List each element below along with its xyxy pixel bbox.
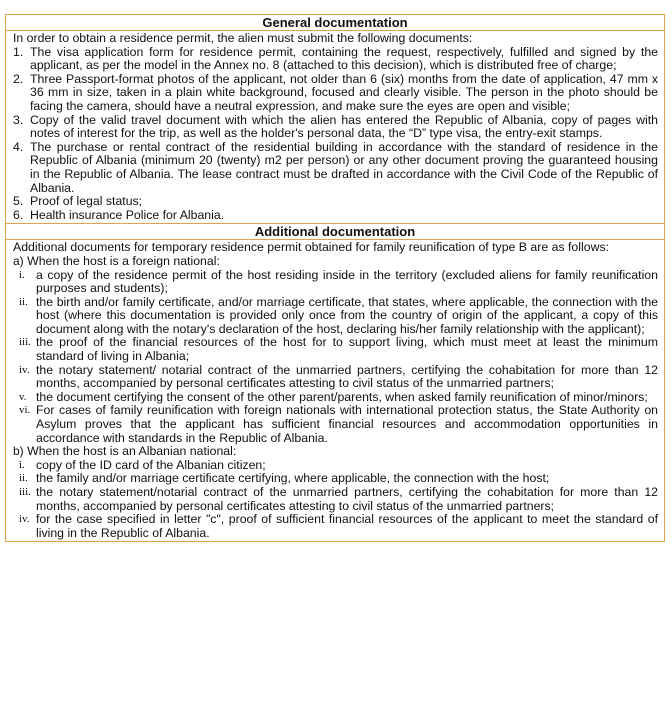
list-item [13, 141, 658, 195]
group-label: b) [13, 444, 24, 459]
documentation-table [5, 14, 665, 542]
additional-intro: Additional documents for temporary residence permit obtained for family reunification of type B are as follows: [13, 240, 610, 255]
item-number: 1. [13, 44, 24, 59]
item-text: Health insurance Police for Albania. [30, 207, 225, 222]
list-item [13, 404, 658, 445]
list-item [13, 269, 658, 296]
item-text: the notary statement/notarial contract of the unmarried partners, certifying the cohabitation for more than 12 months, accompanied by personal certificates attesting to civil status of the unmarried partners; [36, 485, 658, 513]
additional-documentation-section [6, 240, 664, 541]
item-text: copy of the ID card of the Albanian citizen; [36, 457, 266, 472]
item-text: Copy of the valid travel document with which the alien has entered the Republic of Albania, copy of pages with notes of interest for the trip, as well as the holder's personal data, the “D” type visa, the entry-exit stamps. [30, 112, 658, 141]
item-number: iii. [19, 336, 31, 349]
group-heading-text: When the host is an Albanian national: [27, 444, 237, 459]
list-item [13, 472, 658, 486]
general-documentation-title: General documentation [6, 15, 664, 31]
list-item [13, 459, 658, 473]
list-item [13, 364, 658, 391]
item-number: i. [19, 268, 25, 281]
group-heading-text: When the host is a foreign national: [27, 253, 220, 268]
item-number: 3. [13, 112, 24, 127]
item-number: 6. [13, 207, 24, 222]
item-number: i. [19, 458, 25, 471]
item-number: 4. [13, 139, 24, 154]
list-item [13, 391, 658, 405]
list-item [13, 73, 658, 114]
item-text: The purchase or rental contract of the residential building in accordance with the standard of residence in the Republic of Albania (minimum 20 (twenty) m2 per person) or any other document proving the guaranteed housing in the Republic of Albania. The lease contract must be drafted in accordance with the Civil Code of the Republic of Albania. [30, 139, 658, 195]
list-item [13, 336, 658, 363]
group-a-heading [13, 255, 658, 269]
item-number: 2. [13, 71, 24, 86]
item-text: Three Passport-format photos of the applicant, not older than 6 (six) months from the date of application, 47 mm x 36 mm in size, taken in a plain white background, focused and clearly visible. The person in the photo should be facing the camera, should have a neutral expression, and make sure the eyes are open and visible; [30, 71, 658, 113]
item-number: iii. [19, 486, 31, 498]
group-b-heading [13, 445, 658, 459]
item-text: Proof of legal status; [30, 194, 143, 209]
item-text: the document certifying the consent of the other parent/parents, when asked family reunification of minor/minors; [36, 389, 648, 404]
general-documentation-section [6, 31, 664, 223]
item-number: iv. [19, 513, 30, 526]
item-number: v. [19, 390, 27, 403]
item-number: ii. [19, 295, 28, 308]
list-item [13, 486, 658, 513]
item-number: iv. [19, 363, 30, 376]
item-text: the birth and/or family certificate, and/or marriage certificate, that states, where applicable, the connection with the host (where this documentation is provided only once from the country of origin of the applicant, a copy of this document along with the notary's declaration of the host, declaring his/her family relationship with the applicant); [36, 294, 658, 336]
additional-documentation-title: Additional documentation [6, 223, 664, 240]
item-number: ii. [19, 472, 28, 485]
list-item [13, 296, 658, 337]
item-number: vi. [19, 404, 31, 417]
group-a-list [13, 269, 658, 446]
item-text: For cases of family reunification with foreign nationals with international protection status, the State Authority on Asylum proves that the applicant has sufficient financial resources and accommodation opportunities in accordance with standards in the Republic of Albania. [36, 403, 658, 445]
list-item [13, 114, 658, 141]
item-text: for the case specified in letter "c", proof of sufficient financial resources of the applicant to meet the standard of living in the Republic of Albania. [36, 512, 658, 540]
group-label: a) [13, 253, 24, 268]
item-text: the family and/or marriage certificate certifying, where applicable, the connection with the host; [36, 471, 550, 486]
item-text: the notary statement/ notarial contract of the unmarried partners, certifying the cohabitation for more than 12 months, accompanied by personal certificates attesting to civil status of the unmarried partners; [36, 362, 658, 391]
list-item [13, 209, 658, 223]
list-item [13, 513, 658, 540]
item-text: the proof of the financial resources of the host for to support living, which must meet at least the minimum standard of living in Albania; [36, 335, 658, 364]
general-document-list [13, 46, 658, 223]
list-item [13, 195, 658, 209]
group-b-list [13, 459, 658, 541]
item-text: a copy of the residence permit of the host residing inside in the territory (excluded aliens for family reunification purposes and students); [36, 267, 658, 296]
list-item [13, 46, 658, 73]
item-number: 5. [13, 194, 24, 209]
general-intro: In order to obtain a residence permit, the alien must submit the following documents: [13, 31, 473, 45]
item-text: The visa application form for residence permit, containing the request, respectively, fulfilled and signed by the applicant, as per the model in the Annex no. 8 (attached to this decision), which is distributed free of charge; [30, 44, 658, 73]
